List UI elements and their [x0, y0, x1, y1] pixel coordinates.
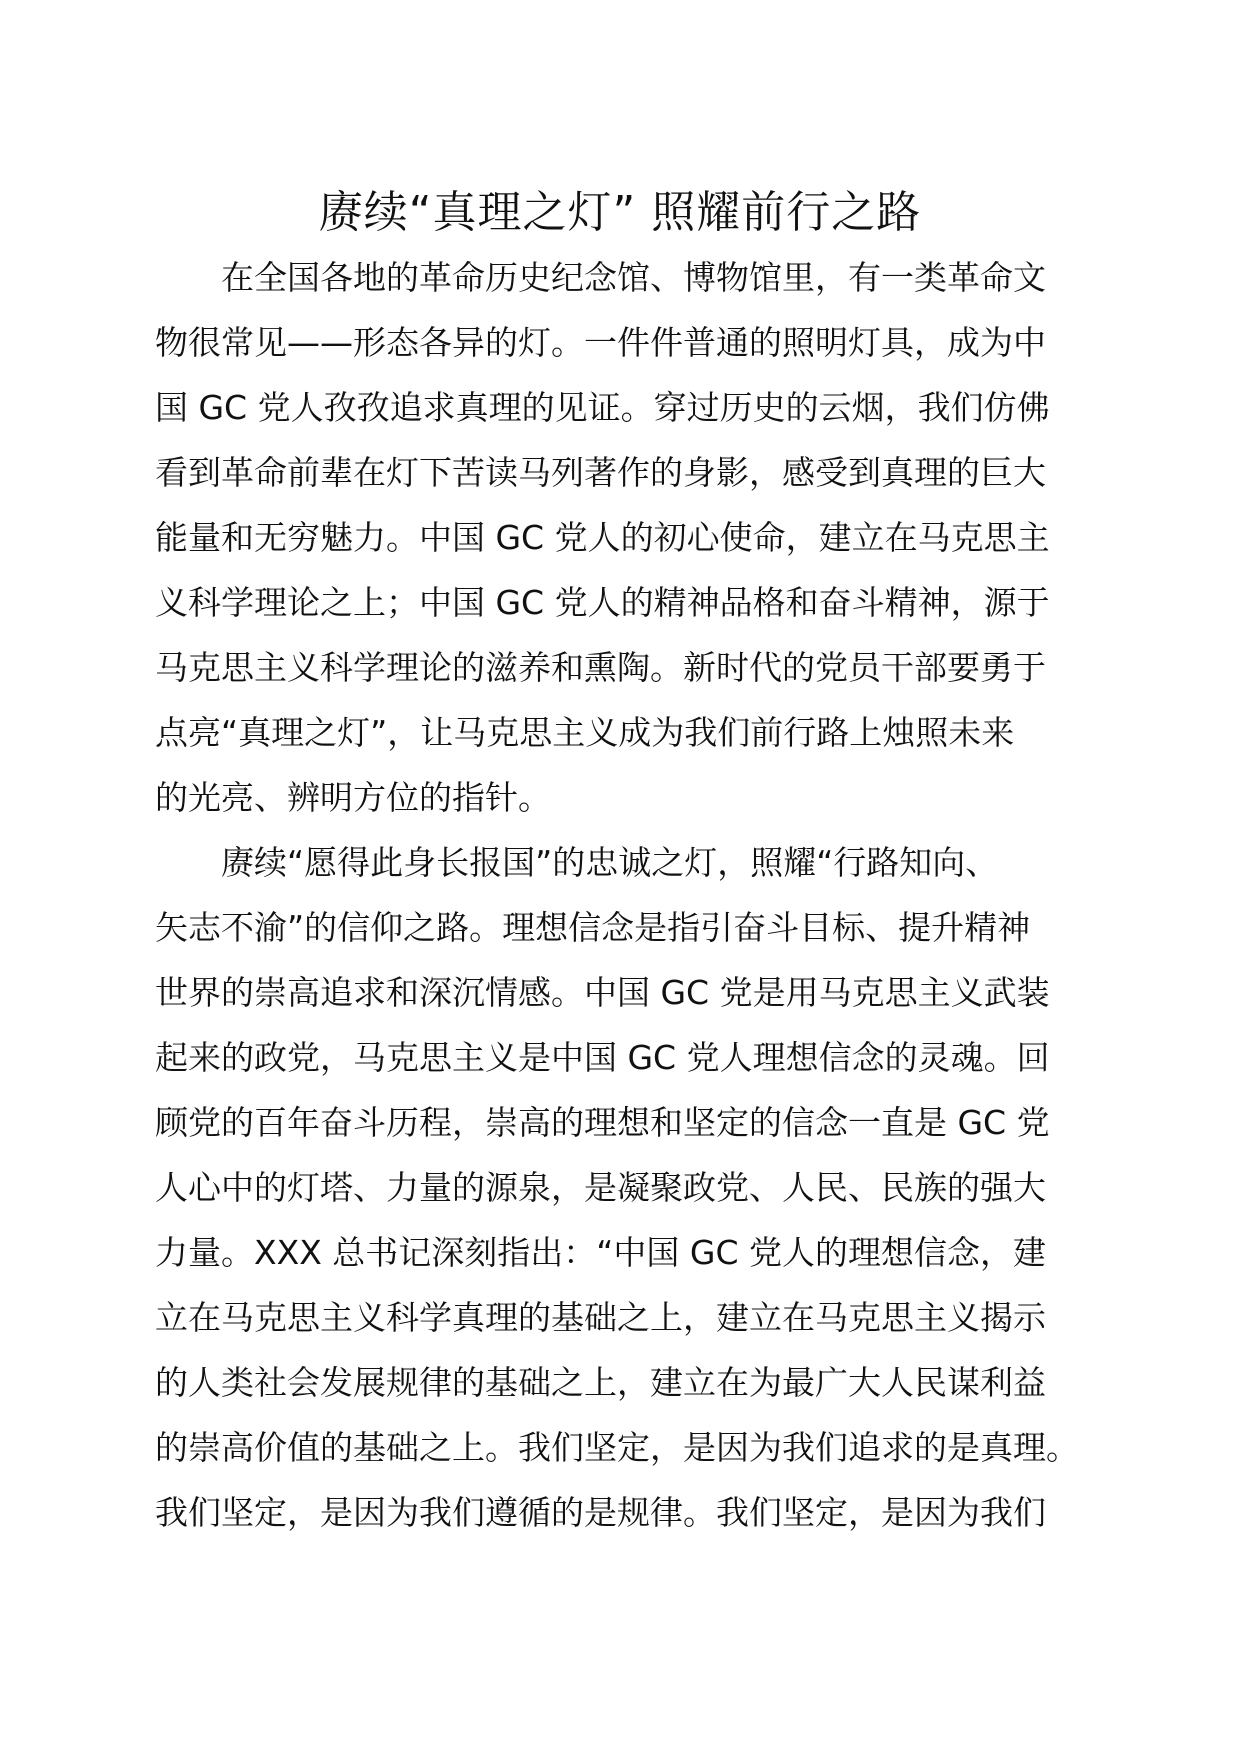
- document-title: 赓续“真理之灯” 照耀前行之路: [318, 187, 922, 238]
- paragraph-1-line: 物很常见——形态各异的灯。一件件普通的照明灯具，成为中: [155, 323, 1046, 362]
- paragraph-2: [155, 830, 1085, 1545]
- paragraph-1-line: 看到革命前辈在灯下苦读马列著作的身影，感受到真理的巨大: [155, 453, 1046, 492]
- paragraph-2-line: 矢志不渝”的信仰之路。理想信念是指引奋斗目标、提升精神: [155, 908, 1031, 947]
- paragraph-1-line: 点亮“真理之灯”，让马克思主义成为我们前行路上烛照未来: [155, 713, 1015, 752]
- paragraph-1-line: 义科学理论之上；中国 GC 党人的精神品格和奋斗精神，源于: [155, 583, 1050, 622]
- paragraph-1-line: 能量和无穷魅力。中国 GC 党人的初心使命，建立在马克思主: [155, 518, 1050, 557]
- paragraph-2-line: 的崇高价值的基础之上。我们坚定，是因为我们追求的是真理。: [155, 1428, 1079, 1467]
- paragraph-2-line: 赓续“愿得此身长报国”的忠诚之灯，照耀“行路知向、: [221, 843, 999, 882]
- paragraph-1-line: 马克思主义科学理论的滋养和熏陶。新时代的党员干部要勇于: [155, 648, 1046, 687]
- document-body: [155, 245, 1085, 1545]
- paragraph-1: [155, 245, 1085, 830]
- paragraph-2-line: 我们坚定，是因为我们遵循的是规律。我们坚定，是因为我们: [155, 1493, 1046, 1532]
- paragraph-1-line: 的光亮、辨明方位的指针。: [155, 778, 551, 817]
- paragraph-2-line: 人心中的灯塔、力量的源泉，是凝聚政党、人民、民族的强大: [155, 1168, 1046, 1207]
- paragraph-2-line: 的人类社会发展规律的基础之上，建立在为最广大人民谋利益: [155, 1363, 1046, 1402]
- paragraph-2-line: 立在马克思主义科学真理的基础之上，建立在马克思主义揭示: [155, 1298, 1046, 1337]
- paragraph-1-line: 国 GC 党人孜孜追求真理的见证。穿过历史的云烟，我们仿佛: [155, 388, 1050, 427]
- paragraph-1-line: 在全国各地的革命历史纪念馆、博物馆里，有一类革命文: [221, 258, 1046, 297]
- paragraph-2-line: 顾党的百年奋斗历程，崇高的理想和坚定的信念一直是 GC 党: [155, 1103, 1050, 1142]
- paragraph-2-line: 力量。XXX 总书记深刻指出：“中国 GC 党人的理想信念，建: [155, 1233, 1046, 1272]
- paragraph-2-line: 世界的崇高追求和深沉情感。中国 GC 党是用马克思主义武装: [155, 973, 1050, 1012]
- paragraph-2-line: 起来的政党，马克思主义是中国 GC 党人理想信念的灵魂。回: [155, 1038, 1050, 1077]
